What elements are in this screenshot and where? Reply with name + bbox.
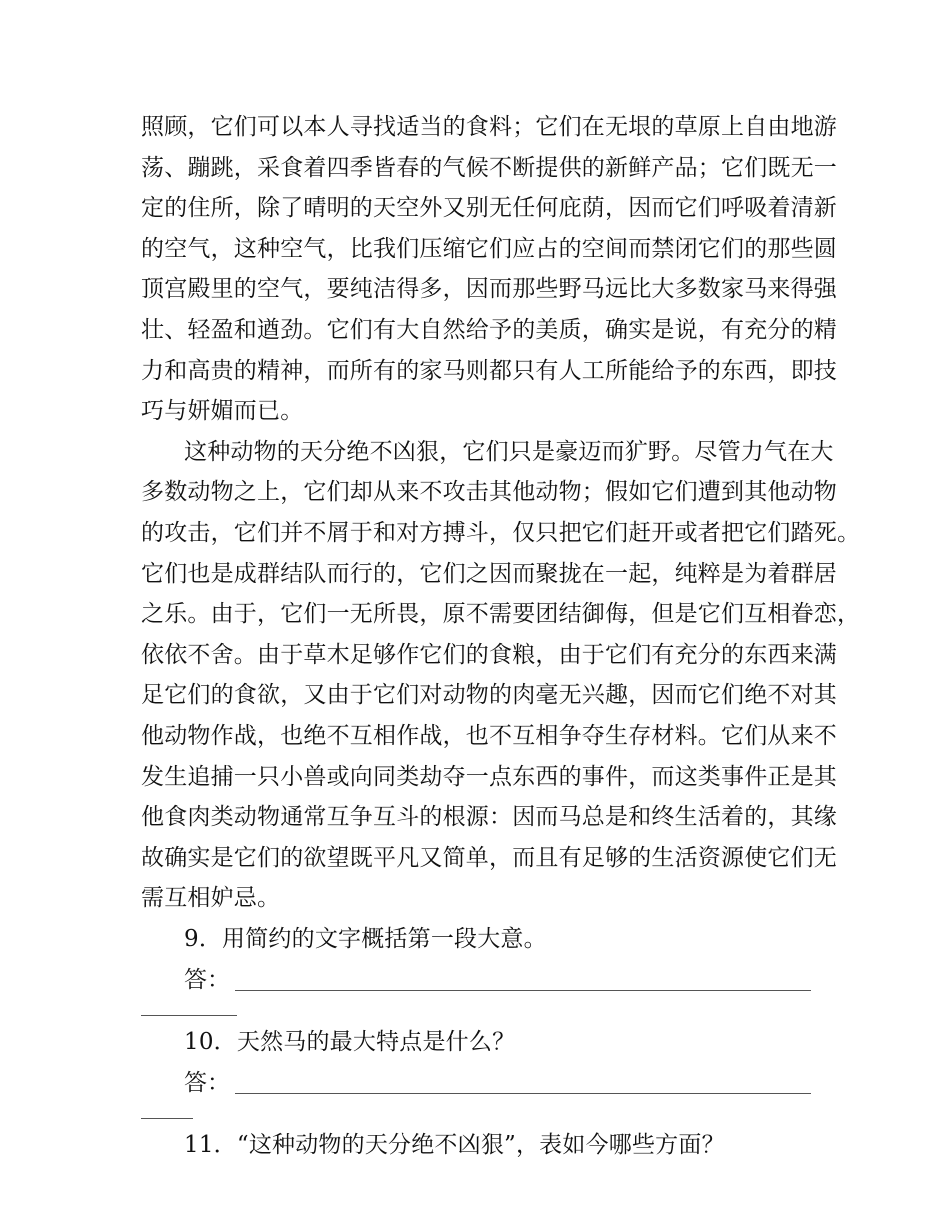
answer-label-9: 答： — [184, 966, 230, 993]
passage-line: 多数动物之上，它们却从来不攻击其他动物；假如它们遭到其他动物 — [141, 479, 837, 506]
answer-line-9[interactable] — [235, 990, 811, 991]
answer-line-10-continued[interactable] — [141, 1118, 193, 1119]
passage-line: 定的住所，除了晴明的天空外又别无任何庇荫，因而它们呼吸着清新 — [141, 195, 837, 222]
passage-line: 之乐。由于，它们一无所畏，原不需要团结御侮，但是它们互相眷恋， — [141, 601, 861, 628]
passage-line: 发生追捕一只小兽或向同类劫夺一点东西的事件，而这类事件正是其 — [141, 763, 837, 790]
passage-line: 荡、蹦跳，采食着四季皆春的气候不断提供的新鲜产品；它们既无一 — [141, 154, 837, 181]
passage-line: 的空气，这种空气，比我们压缩它们应占的空间而禁闭它们的那些圆 — [141, 235, 837, 262]
question-11: 11．“这种动物的天分绝不凶狠”，表如今哪些方面？ — [184, 1132, 725, 1158]
passage-line: 顶宫殿里的空气，要纯洁得多，因而那些野马远比大多数家马来得强 — [141, 276, 837, 303]
passage-line: 足它们的食欲，又由于它们对动物的肉毫无兴趣，因而它们绝不对其 — [141, 682, 837, 709]
passage-line: 故确实是它们的欲望既平凡又简单，而且有足够的生活资源使它们无 — [141, 844, 837, 871]
passage-line: 的攻击，它们并不屑于和对方搏斗，仅只把它们赶开或者把它们踏死。 — [141, 520, 861, 546]
passage-line: 照顾，它们可以本人寻找适当的食料；它们在无垠的草原上自由地游 — [141, 114, 837, 140]
passage-line: 他食肉类动物通常互争互斗的根源：因而马总是和终生活着的，其缘 — [141, 804, 837, 831]
answer-line-9-continued[interactable] — [141, 1015, 237, 1016]
passage-line: 巧与妍媚而已。 — [141, 398, 304, 425]
question-10: 10．天然马的最大特点是什么？ — [184, 1029, 516, 1055]
passage-line: 依依不舍。由于草木足够作它们的食粮，由于它们有充分的东西来满 — [141, 641, 837, 668]
answer-line-10[interactable] — [235, 1093, 811, 1094]
passage-line: 他动物作战，也绝不互相作战，也不互相争夺生存材料。它们从来不 — [141, 723, 837, 749]
passage-line: 这种动物的天分绝不凶狠，它们只是豪迈而犷野。尽管力气在大 — [184, 438, 834, 465]
passage-line: 力和高贵的精神，而所有的家马则都只有人工所能给予的东西，即技 — [141, 357, 837, 384]
passage-line: 它们也是成群结队而行的，它们之因而聚拢在一起，纯粹是为着群居 — [141, 560, 837, 587]
answer-label-10: 答： — [184, 1069, 230, 1096]
passage-line: 需互相妒忌。 — [141, 885, 281, 912]
passage-line: 壮、轻盈和遒劲。它们有大自然给予的美质，确实是说，有充分的精 — [141, 317, 837, 343]
question-9: 9．用简约的文字概括第一段大意。 — [184, 926, 547, 952]
